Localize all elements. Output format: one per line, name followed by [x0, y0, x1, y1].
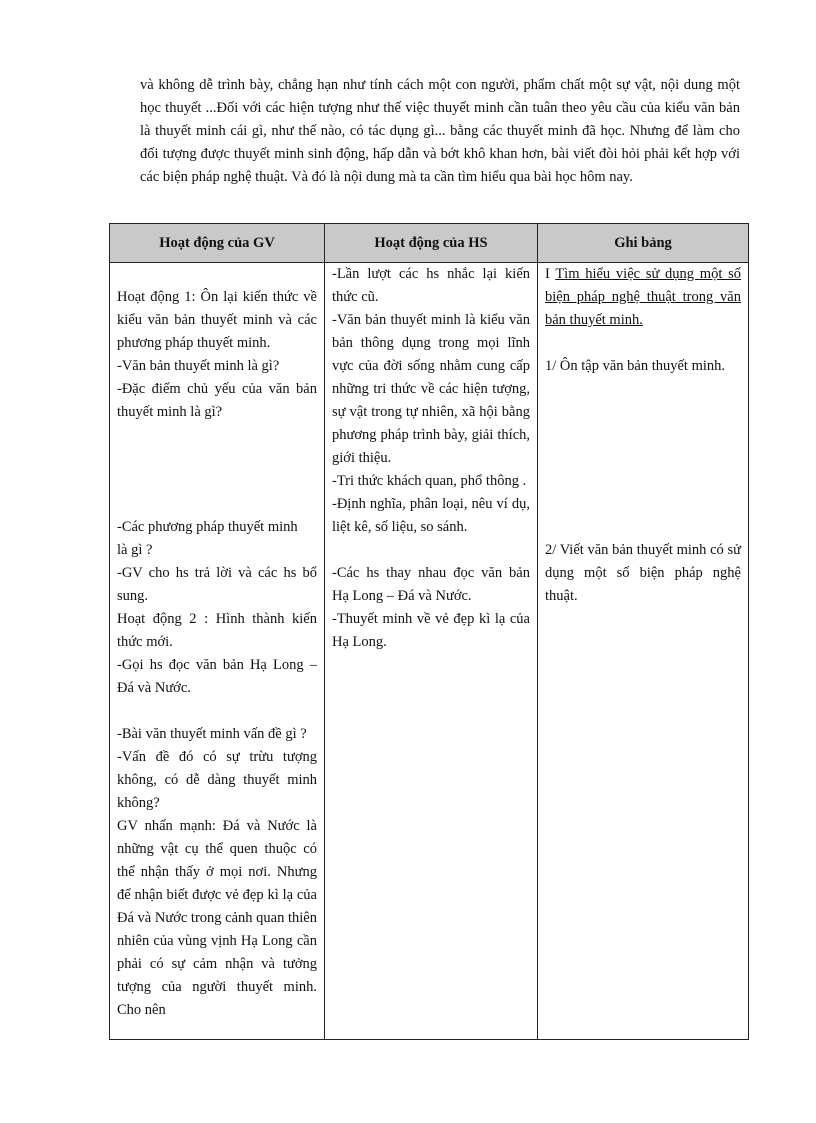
- header-ghi-bang: Ghi bảng: [538, 224, 749, 263]
- table-header-row: [110, 224, 749, 263]
- gv-line: -Vấn đề đó có sự trừu tượng không, có dễ dàng thuyết minh không?: [117, 749, 317, 811]
- gv-line: -Gọi hs đọc văn bản Hạ Long – Đá và Nước.: [117, 657, 317, 696]
- hs-line: -Thuyết minh về vẻ đẹp kì lạ của Hạ Long.: [332, 611, 530, 650]
- gv-cell: [110, 263, 325, 1040]
- header-hs: Hoạt động của HS: [325, 224, 538, 263]
- gv-line: -Văn bản thuyết minh là gì?: [117, 358, 280, 374]
- intro-text: [140, 74, 740, 189]
- intro-paragraph: và không dễ trình bày, chẳng hạn như tính cách một con người, phẩm chất một sự vật, nội dung một học thuyết ...Đối với các hiện tượng như thế việc thuyết minh cần tuân theo yêu cầu của kiểu văn bản là thuyết minh cái gì, như thế nào, có tác dụng gì... bằng các thuyết minh đã học. Nhưng để làm cho đối tượng được thuyết minh sinh động, hấp dẫn và bớt khô khan hơn, bài viết đòi hỏi phải kết hợp với các biện pháp nghệ thuật. Và đó là nội dung mà ta cần tìm hiểu qua bài học hôm nay.: [140, 77, 740, 185]
- ghi-bang-section: [545, 263, 741, 332]
- section-title: Tìm hiểu việc sử dụng một số biện pháp nghệ thuật trong văn bản thuyết minh.: [545, 266, 741, 328]
- gv-line: Hoạt động 1: Ôn lại kiến thức về kiểu văn bản thuyết minh và các phương pháp thuyết minh.: [117, 289, 317, 351]
- gv-line: là gì ?: [117, 542, 153, 558]
- header-gv: Hoạt động của GV: [110, 224, 325, 263]
- hs-line: -Các hs thay nhau đọc văn bản Hạ Long – Đá và Nước.: [332, 565, 530, 604]
- gv-line: Hoạt động 2 : Hình thành kiến thức mới.: [117, 611, 317, 650]
- section-number: I: [545, 266, 556, 282]
- hs-line: -Lần lượt các hs nhắc lại kiến thức cũ.: [332, 266, 530, 305]
- hs-line: -Định nghĩa, phân loại, nêu ví dụ, liệt kê, số liệu, so sánh.: [332, 496, 530, 535]
- gv-line: -Các phương pháp thuyết minh: [117, 519, 298, 535]
- table-row: [110, 263, 749, 1040]
- gv-line: GV nhấn mạnh: Đá và Nước là những vật cụ thể quen thuộc có thể nhận thấy ở mọi nơi. Nhưng để nhận biết được vẻ đẹp kì lạ của Đá và Nước trong cảnh quan thiên nhiên của vùng vịnh Hạ Long cần phải có sự cảm nhận và tưởng tượng của người thuyết minh. Cho nên: [117, 818, 317, 1018]
- gv-line: -GV cho hs trả lời và các hs bổ sung.: [117, 565, 317, 604]
- lesson-table: [109, 223, 749, 1040]
- ghi-bang-item-1: 1/ Ôn tập văn bản thuyết minh.: [545, 358, 726, 374]
- ghi-bang-cell: [538, 263, 749, 1040]
- ghi-bang-item-2: 2/ Viết văn bản thuyết minh có sử dụng một số biện pháp nghệ thuật.: [545, 542, 741, 604]
- hs-line: -Tri thức khách quan, phổ thông .: [332, 473, 527, 489]
- gv-line: -Bài văn thuyết minh vấn đề gì ?: [117, 726, 307, 742]
- hs-line: -Văn bản thuyết minh là kiểu văn bản thông dụng trong mọi lĩnh vực của đời sống nhằm cung cấp những tri thức về các hiện tượng, sự vật trong tự nhiên, xã hội bằng phương pháp trình bày, giải thích, giới thiệu.: [332, 312, 530, 466]
- hs-cell: [325, 263, 538, 1040]
- gv-line: -Đặc điểm chủ yếu của văn bản thuyết minh là gì?: [117, 381, 317, 420]
